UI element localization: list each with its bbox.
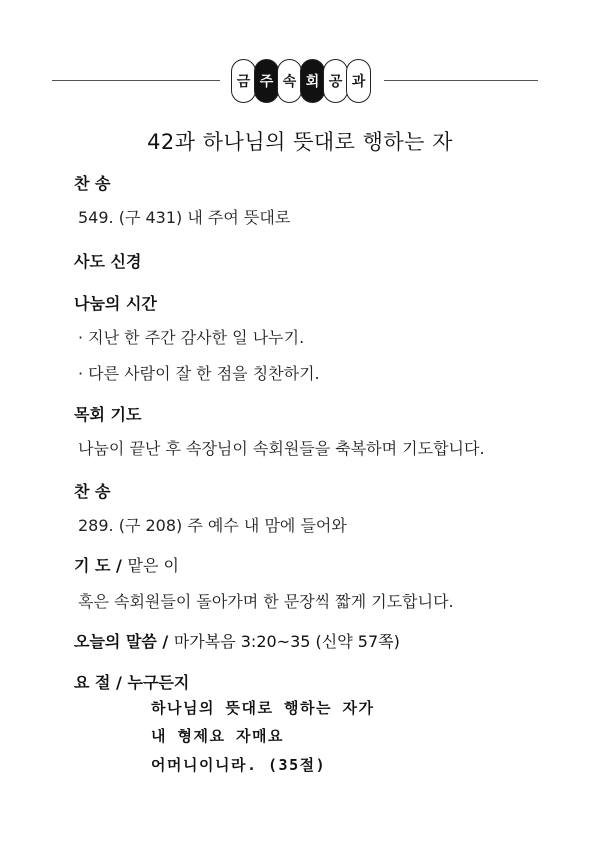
key-verse-line-3: 어머니이니라. (35절) (151, 756, 327, 774)
key-verse-line-1: 하나님의 뜻대로 행하는 자가 (151, 699, 375, 717)
scripture-heading-label: 오늘의 말씀 / (74, 632, 169, 651)
lesson-title: 42과 하나님의 뜻대로 행하는 자 (147, 130, 453, 154)
sharing-item-2: · 다른 사람이 잘 한 점을 칭찬하기. (78, 364, 320, 383)
badge-char-4: 회 (300, 59, 325, 103)
pastoral-prayer-text: 나눔이 끝난 후 속장님이 속회원들을 축복하며 기도합니다. (78, 439, 485, 458)
prayer-text: 혹은 속회원들이 돌아가며 한 문장씩 짧게 기도합니다. (78, 592, 454, 611)
badge-char-3: 속 (277, 59, 302, 103)
badge-char-2: 주 (254, 59, 279, 103)
hymn-text-2: 289. (구 208) 주 예수 내 맘에 들어와 (78, 516, 347, 535)
hymn-text-1: 549. (구 431) 내 주여 뜻대로 (78, 208, 291, 227)
pastoral-prayer-heading: 목회 기도 (74, 405, 142, 424)
sharing-heading: 나눔의 시간 (74, 294, 157, 313)
key-verse-heading-label: 요 절 / (74, 673, 122, 692)
prayer-leader: 맡은 이 (127, 556, 179, 575)
hymn-heading-2: 찬 송 (74, 482, 111, 501)
scripture-heading (74, 629, 400, 652)
key-verse-line-2: 내 형제요 자매요 (151, 727, 284, 745)
key-verse-first-word: 누구든지 (127, 673, 190, 692)
badge-char-5: 공 (323, 59, 348, 103)
sharing-item-1: · 지난 한 주간 감사한 일 나누기. (78, 328, 305, 347)
badge-char-6: 과 (346, 59, 371, 103)
key-verse-heading (74, 670, 189, 693)
hymn-heading-1: 찬 송 (74, 174, 111, 193)
scripture-reference: 마가복음 3:20~35 (신약 57쪽) (173, 632, 400, 651)
lesson-badge (220, 56, 384, 106)
prayer-heading (74, 553, 179, 576)
badge-char-1: 금 (231, 59, 256, 103)
creed-heading: 사도 신경 (74, 252, 142, 271)
prayer-heading-label: 기 도 / (74, 556, 122, 575)
